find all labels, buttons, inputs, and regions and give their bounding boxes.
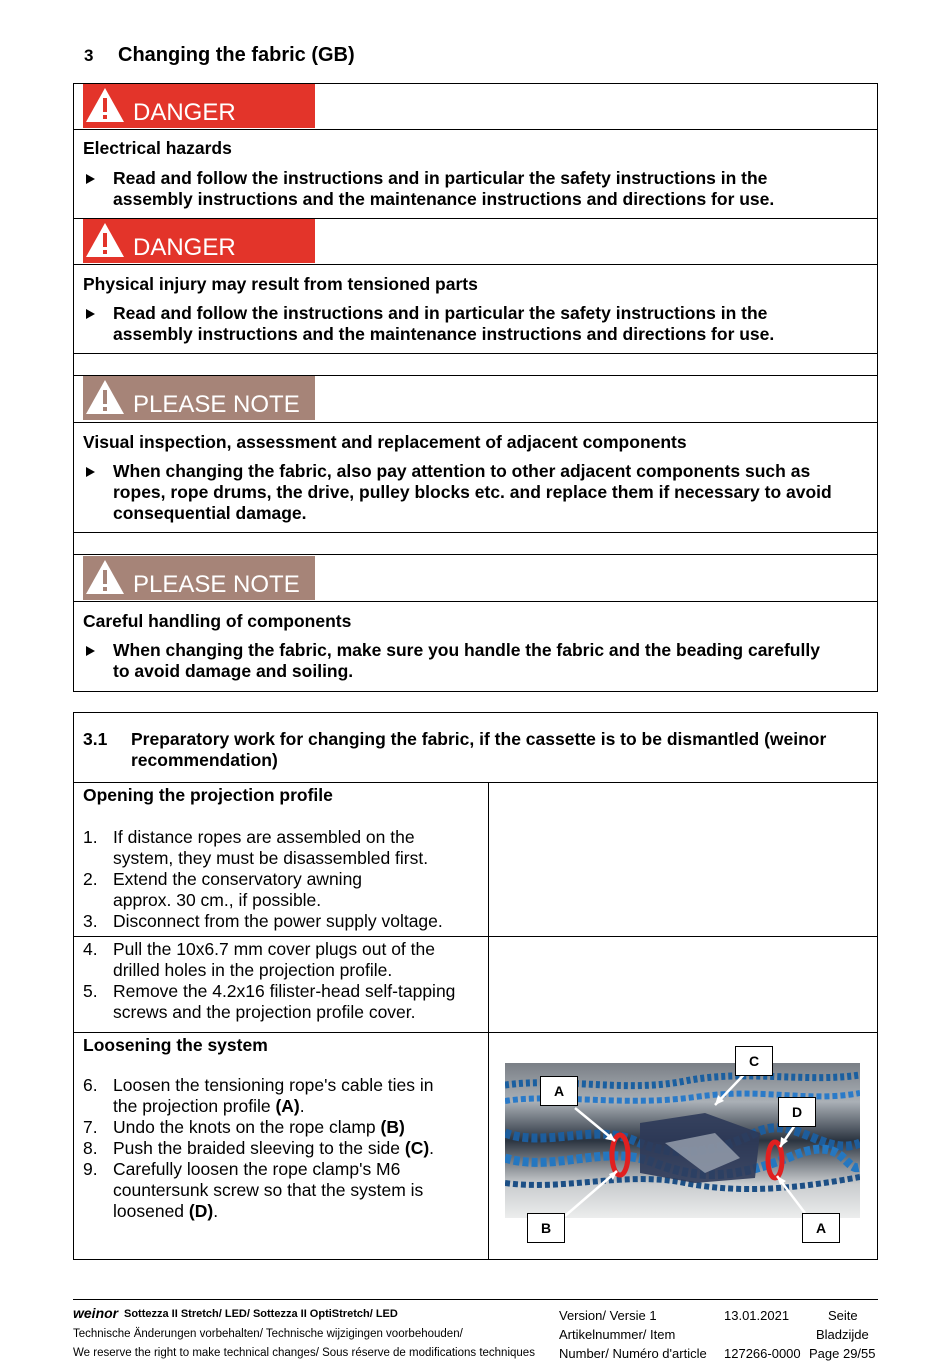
bullet-arrow-icon [86,467,95,477]
callout-label: B [527,1213,565,1243]
bullet-arrow-icon [86,309,95,319]
signal-word: PLEASE NOTE [133,391,300,418]
danger-sign [83,84,315,128]
warning-title: Electrical hazards [83,138,232,158]
list-item: 5. Remove the 4.2x16 filister-head self-tapping screws and the projection profile cover. [83,981,456,1022]
list-item: 8. Push the braided sleeving to the side (C). [83,1138,435,1158]
footer-item-label: Artikelnummer/ Item [559,1327,676,1342]
warning-title: Visual inspection, assessment and replacement of adjacent components [83,432,687,452]
warning-icon [83,219,127,263]
warning-instruction: Read and follow the instructions and in particular the safety instructions in the assembly instructions and the maintenance instructions and directions for use. [83,303,867,345]
warnings-box [73,83,878,692]
footer-bladzijde: Bladzijde [816,1327,869,1342]
list-item: 3. Disconnect from the power supply voltage. [83,911,443,931]
footer-rule [73,1299,878,1300]
warning-title: Careful handling of components [83,611,352,631]
heading-title: Changing the fabric (GB) [118,44,355,66]
signal-word: DANGER [133,234,236,261]
callout-label: A [802,1213,840,1243]
footer-logo: weinor [73,1305,119,1321]
list-item: 7. Undo the knots on the rope clamp (B) [83,1117,405,1137]
list-item: 6. Loosen the tensioning rope's cable ties in the projection profile (A). [83,1075,434,1116]
callout-label: C [735,1046,773,1076]
footer-version: Version/ Versie 1 [559,1308,657,1323]
warning-title: Physical injury may result from tensioned parts [83,274,478,294]
danger-sign [83,219,315,263]
signal-word: PLEASE NOTE [133,571,300,598]
warning-icon [83,84,127,128]
opening-steps-list [83,827,478,932]
page-heading [84,44,355,67]
opening-title: Opening the projection profile [83,785,333,805]
list-item: 9. Carefully loosen the rope clamp's M6 countersunk screw so that the system is loosened (D). [83,1159,424,1221]
bullet-arrow-icon [86,174,95,184]
warning-instruction: Read and follow the instructions and in particular the safety instructions in the assembly instructions and the maintenance instructions and directions for use. [83,168,867,210]
section-title: 3.1 Preparatory work for changing the fabric, if the cassette is to be dismantled (weinor recommendation) [83,729,827,770]
warning-icon [83,376,127,420]
warning-instruction: When changing the fabric, make sure you handle the fabric and the beading carefully to avoid damage and soiling. [83,640,867,682]
bullet-arrow-icon [86,646,95,656]
loosening-title: Loosening the system [83,1035,268,1055]
footer-page: Page 29/55 [809,1346,876,1361]
footer-line3: We reserve the right to make technical changes/ Sous réserve de modifications techniques [73,1347,535,1359]
warning-icon [83,556,127,600]
signal-word: DANGER [133,99,236,126]
warning-instruction: When changing the fabric, also pay attention to other adjacent components such as ropes, rope drums, the drive, pulley blocks etc. and replace them if necessary to avoid consequential damage. [83,461,867,524]
footer-seite: Seite [828,1308,858,1323]
footer-product: Sottezza II Stretch/ LED/ Sottezza II OptiStretch/ LED [124,1308,398,1320]
callout-label: D [778,1097,816,1127]
footer-number-label: Number/ Numéro d'article [559,1346,707,1361]
heading-number: 3 [84,46,94,65]
list-item: 1. If distance ropes are assembled on the system, they must be disassembled first. [83,827,429,868]
loosening-steps-list [83,1075,478,1222]
callout-label: A [540,1076,578,1106]
opening-steps-list [83,939,478,1023]
list-item: 4. Pull the 10x6.7 mm cover plugs out of the drilled holes in the projection profile. [83,939,435,980]
note-sign [83,556,315,600]
footer-number: 127266-0000 [724,1346,801,1361]
list-item: 2. Extend the conservatory awning approx. 30 cm., if possible. [83,869,363,910]
footer-line2: Technische Änderungen vorbehalten/ Technische wijzigingen voorbehouden/ [73,1328,463,1340]
note-sign [83,376,315,420]
footer-date: 13.01.2021 [724,1308,790,1323]
